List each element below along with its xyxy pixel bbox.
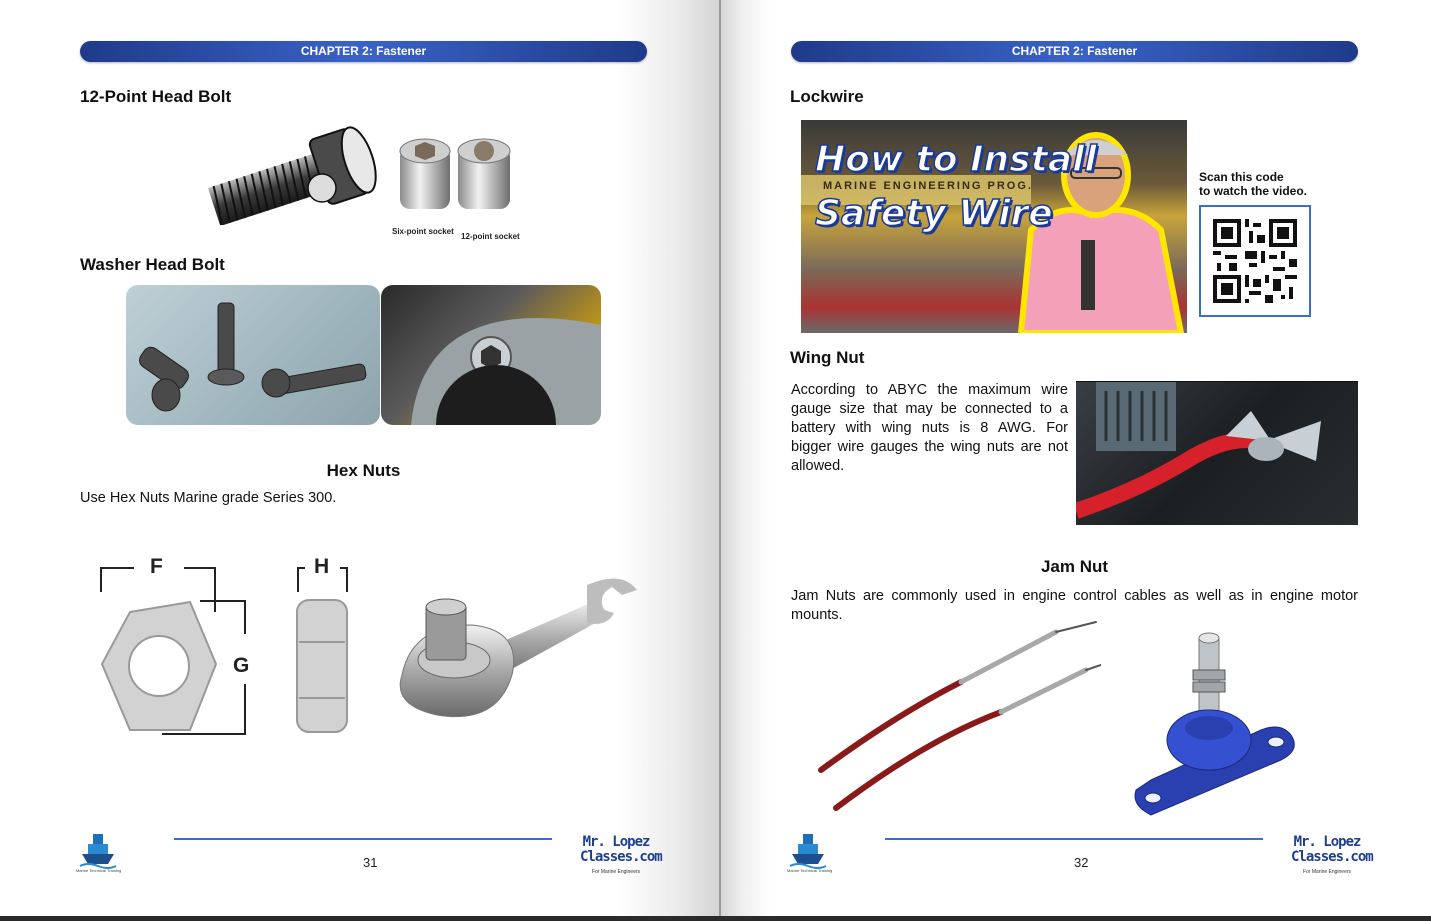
section-title-lockwire: Lockwire <box>790 87 864 106</box>
dimension-label-h: H <box>314 555 330 578</box>
video-title-line-1: How to Install <box>815 139 1097 180</box>
jam-nut-text: Jam Nuts are commonly used in engine control cables as well as in engine motor mounts. <box>791 588 1358 623</box>
chapter-header: CHAPTER 2: Fastener <box>791 41 1358 62</box>
dimension-label-f: F <box>150 555 163 578</box>
viewer-bottom-edge <box>0 916 1431 921</box>
logo-caption: Marine Technical Training <box>76 868 122 873</box>
right-page <box>721 0 1431 916</box>
caption-twelve-point-socket: 12-point socket <box>461 232 520 241</box>
section-title-12-point-bolt: 12-Point Head Bolt <box>80 87 232 106</box>
brand-logo <box>580 834 662 880</box>
footer-line <box>885 838 1263 840</box>
video-sign-text: MARINE ENGINEERING PROG. <box>823 180 1033 192</box>
brand-logo <box>1291 834 1373 880</box>
brand-line-1: Mr. Lopez <box>582 834 650 850</box>
chapter-header: CHAPTER 2: Fastener <box>80 41 647 62</box>
brand-tagline: For Marine Engineers <box>591 869 641 875</box>
section-title-jam-nut: Jam Nut <box>1040 557 1109 576</box>
control-cables-image <box>816 620 1101 815</box>
left-page <box>0 0 719 916</box>
section-title-washer-head-bolt: Washer Head Bolt <box>80 255 225 274</box>
qr-caption <box>1199 170 1307 198</box>
lockwire-video-thumbnail[interactable] <box>801 120 1187 333</box>
video-title-line-2: Safety Wire <box>815 193 1053 234</box>
qr-code[interactable] <box>1199 205 1311 317</box>
footer-line <box>174 838 552 840</box>
hex-nuts-text: Use Hex Nuts Marine grade Series 300. <box>80 490 337 506</box>
washer-head-closeup-photo <box>381 285 601 425</box>
caption-six-point-socket: Six-point socket <box>392 227 454 236</box>
page-number: 31 <box>363 855 378 870</box>
washer-head-bolts-photo <box>126 285 380 425</box>
brand-tagline: For Marine Engineers <box>1302 869 1352 875</box>
sockets-image <box>392 127 522 232</box>
section-title-wing-nut: Wing Nut <box>790 348 865 367</box>
brand-line-2: Classes.com <box>1291 849 1373 865</box>
engine-motor-mount-image <box>1131 630 1301 820</box>
twelve-point-bolt-image <box>200 120 385 225</box>
qr-caption-line-2: to watch the video. <box>1199 184 1308 198</box>
logo-caption: Marine Technical Training <box>787 868 833 873</box>
ship-logo-icon <box>788 832 828 872</box>
wrench-on-hex-nut-image <box>382 565 642 725</box>
brand-line-1: Mr. Lopez <box>1293 834 1361 850</box>
ship-logo-icon <box>78 832 118 872</box>
dimension-label-g: G <box>233 654 250 677</box>
wing-nut-photo <box>1076 381 1358 525</box>
page-number: 32 <box>1074 855 1089 870</box>
brand-line-2: Classes.com <box>580 849 662 865</box>
wing-nut-text: According to ABYC the maximum wire gauge size that may be connected to a battery with wing nuts is 8 AWG. For bigger wire gauges the wing nuts are not allowed. <box>791 382 1068 474</box>
qr-caption-line-1: Scan this code <box>1199 170 1284 184</box>
section-title-hex-nuts: Hex Nuts <box>326 461 401 480</box>
hex-nut-dimension-diagram <box>90 552 360 742</box>
qr-code-icon <box>1201 207 1309 315</box>
